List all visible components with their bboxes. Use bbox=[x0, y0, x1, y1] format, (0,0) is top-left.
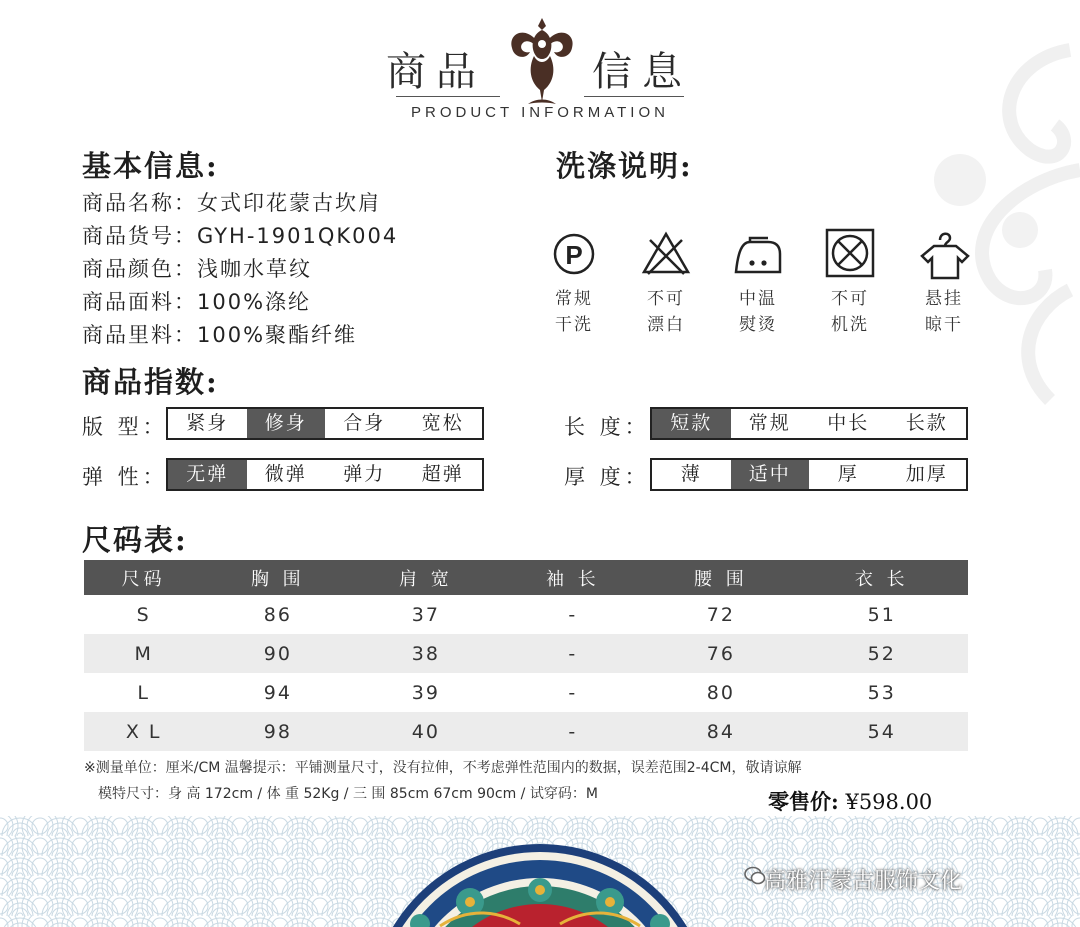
table-cell: 76 bbox=[646, 634, 795, 673]
length-label: 长 度： bbox=[564, 415, 650, 439]
table-cell: 72 bbox=[706, 603, 735, 626]
table-cell: - bbox=[499, 634, 646, 673]
basic-info-title: 基本信息: bbox=[82, 149, 219, 183]
thickness-option: 加厚 bbox=[905, 463, 948, 485]
table-cell: 37 bbox=[411, 603, 440, 626]
fit-option: 合身 bbox=[343, 412, 386, 434]
elasticity-options bbox=[166, 458, 484, 491]
table-row bbox=[84, 595, 968, 634]
table-cell: - bbox=[568, 603, 578, 626]
scroll-ornament-bg bbox=[900, 30, 1080, 410]
thickness-label: 厚 度： bbox=[564, 465, 650, 489]
product-code: 商品货号：GYH-1901QK004 bbox=[82, 224, 399, 248]
table-cell: 52 bbox=[795, 634, 968, 673]
wash-label-dry-clean: 常规 干洗 bbox=[555, 289, 593, 335]
fit-options bbox=[166, 407, 484, 440]
fit-option-selected: 修身 bbox=[247, 409, 326, 438]
table-cell: 90 bbox=[203, 634, 352, 673]
table-cell: - bbox=[568, 681, 578, 704]
table-cell: 98 bbox=[203, 712, 352, 751]
size-table bbox=[84, 560, 968, 751]
fit-option: 宽松 bbox=[421, 412, 464, 434]
svg-text:P: P bbox=[565, 240, 583, 270]
fit-label: 版 型： bbox=[82, 415, 168, 439]
table-cell: 51 bbox=[867, 603, 896, 626]
price-value: ¥598.00 bbox=[845, 790, 933, 814]
size-table-title: 尺码表: bbox=[82, 523, 188, 557]
header-cell: 肩 宽 bbox=[352, 560, 499, 595]
table-cell: 84 bbox=[646, 712, 795, 751]
table-cell: 54 bbox=[795, 712, 968, 751]
thickness-option: 厚 bbox=[837, 463, 859, 485]
thickness-option-selected: 适中 bbox=[731, 460, 810, 489]
measurement-note: ※测量单位：厘米/CM 温馨提示：平铺测量尺寸，没有拉伸，不考虑弹性范围内的数据，误差范围2-4CM，敬请谅解 bbox=[84, 760, 802, 776]
table-cell: 86 bbox=[263, 603, 292, 626]
product-name: 商品名称：女式印花蒙古坎肩 bbox=[82, 191, 381, 215]
product-lining: 商品里料：100%聚酯纤维 bbox=[82, 323, 358, 347]
table-cell: - bbox=[499, 712, 646, 751]
product-fabric: 商品面料：100%涤纶 bbox=[82, 290, 312, 314]
elasticity-option: 超弹 bbox=[421, 463, 464, 485]
wechat-icon bbox=[744, 866, 766, 886]
table-cell: 53 bbox=[867, 681, 896, 704]
table-row bbox=[84, 712, 968, 751]
header-cell: 袖 长 bbox=[499, 560, 646, 595]
fit-option: 紧身 bbox=[186, 412, 229, 434]
elasticity-option: 弹力 bbox=[343, 463, 386, 485]
retail-price bbox=[768, 786, 932, 816]
iron-medium-icon bbox=[732, 226, 784, 282]
table-cell: 39 bbox=[411, 681, 440, 704]
wash-label-no-machine-wash: 不可 机洗 bbox=[831, 289, 869, 335]
table-row bbox=[84, 673, 968, 712]
elasticity-label: 弹 性： bbox=[82, 465, 168, 489]
table-cell: L bbox=[137, 681, 150, 704]
product-color: 商品颜色：浅咖水草纹 bbox=[82, 257, 312, 281]
table-cell: 38 bbox=[352, 634, 499, 673]
elasticity-option-selected: 无弹 bbox=[168, 460, 247, 489]
wash-label-no-bleach: 不可 漂白 bbox=[647, 289, 685, 335]
header-rule-left bbox=[396, 96, 500, 97]
header-cell: 尺码 bbox=[84, 560, 203, 595]
header-cell: 胸 围 bbox=[203, 560, 352, 595]
dry-clean-p-icon bbox=[548, 226, 600, 282]
no-machine-wash-icon bbox=[824, 226, 876, 282]
watermark-text: 高雅汗蒙古服饰文化 bbox=[764, 869, 963, 894]
elasticity-option: 微弹 bbox=[264, 463, 307, 485]
header-title-right: 信息 bbox=[592, 49, 692, 95]
table-cell: 94 bbox=[263, 681, 292, 704]
header-cell: 腰 围 bbox=[646, 560, 795, 595]
length-option: 常规 bbox=[748, 412, 791, 434]
header-title-left: 商品 bbox=[386, 49, 486, 95]
thickness-options bbox=[650, 458, 968, 491]
table-cell: M bbox=[84, 634, 203, 673]
washing-title: 洗涤说明: bbox=[556, 149, 693, 183]
fleur-ornament-icon bbox=[506, 16, 578, 108]
no-bleach-icon bbox=[640, 226, 692, 282]
model-size-note: 模特尺寸：身 高 172cm / 体 重 52Kg / 三 围 85cm 67cm 90cm / 试穿码：M bbox=[98, 786, 598, 802]
wash-label-hang-dry: 悬挂 晾干 bbox=[925, 289, 963, 335]
hang-dry-icon bbox=[918, 226, 970, 282]
size-table-header bbox=[84, 560, 968, 595]
thickness-option: 薄 bbox=[680, 463, 702, 485]
header-subtitle: PRODUCT INFORMATION bbox=[411, 104, 669, 121]
index-title: 商品指数: bbox=[82, 365, 219, 399]
length-options bbox=[650, 407, 968, 440]
table-cell: S bbox=[136, 603, 151, 626]
price-label: 零售价: bbox=[768, 789, 839, 814]
length-option-selected: 短款 bbox=[652, 409, 731, 438]
header-cell: 衣 长 bbox=[795, 560, 968, 595]
table-cell: 40 bbox=[352, 712, 499, 751]
table-cell: 80 bbox=[706, 681, 735, 704]
table-row bbox=[84, 634, 968, 673]
table-cell: X L bbox=[84, 712, 203, 751]
length-option: 长款 bbox=[905, 412, 948, 434]
wash-label-iron: 中温 熨烫 bbox=[739, 289, 777, 335]
header-rule-right bbox=[584, 96, 684, 97]
length-option: 中长 bbox=[827, 412, 870, 434]
